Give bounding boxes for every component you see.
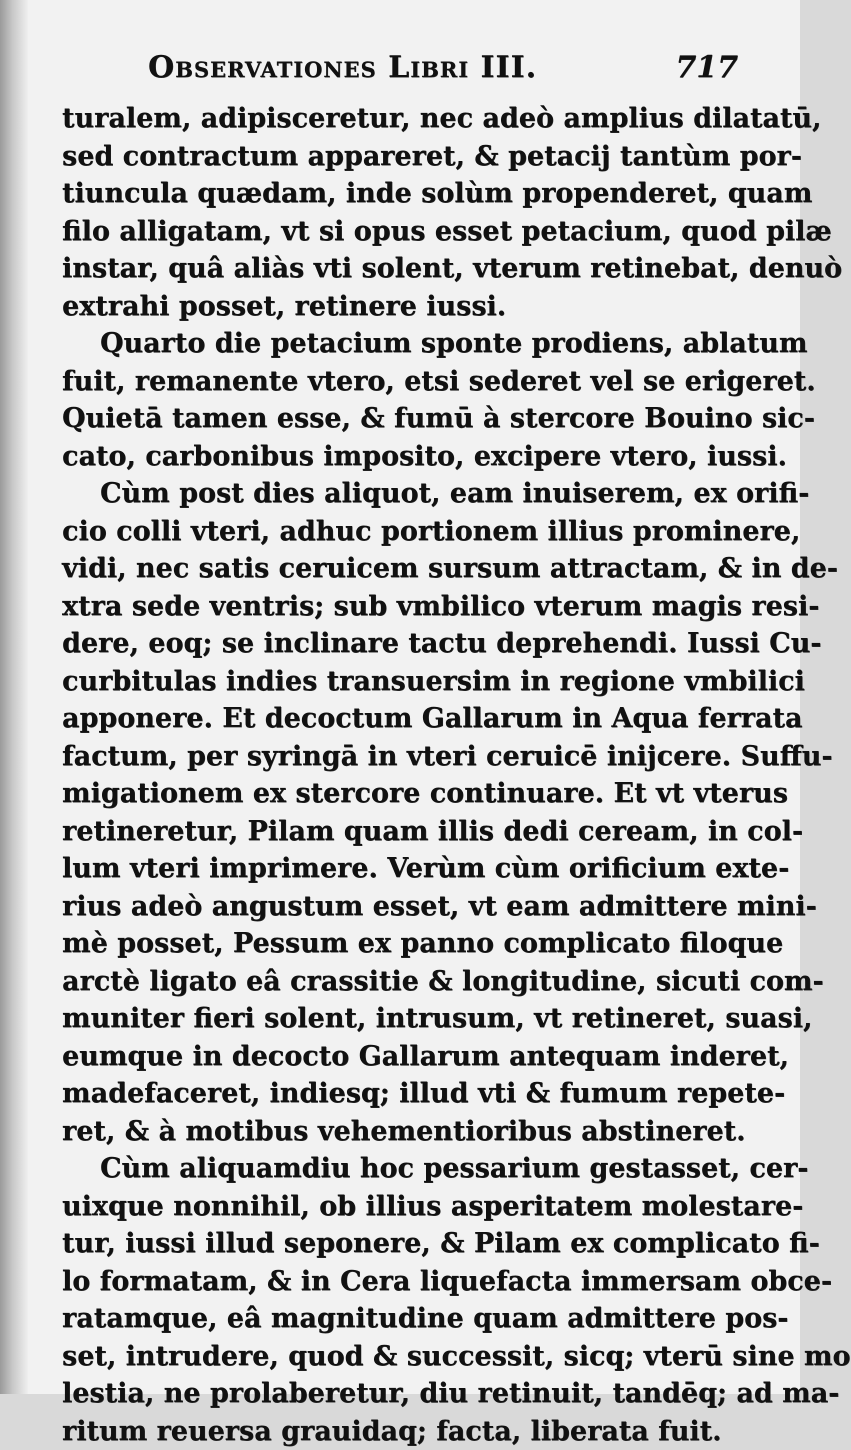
text-line: curbitulas indies transuersim in regione vmbilici (62, 663, 722, 701)
running-title: Observationes Libri III. (148, 50, 537, 85)
text-line: ratamque, eâ magnitudine quam admittere pos- (62, 1300, 722, 1338)
text-line: vidi, nec satis ceruicem sursum attractam, & in de- (62, 550, 722, 588)
text-line: lo formatam, & in Cera liquefacta immersam obce- (62, 1263, 722, 1301)
text-line: mè posset, Pessum ex panno complicato filoque (62, 925, 722, 963)
text-line: arctè ligato eâ crassitie & longitudine, sicuti com- (62, 963, 722, 1001)
text-line: instar, quâ aliàs vti solent, vterum retinebat, denuò (62, 250, 722, 288)
text-line: rius adeò angustum esset, vt eam admittere mini- (62, 888, 722, 926)
text-line: factum, per syringā in vteri ceruicē inijcere. Suffu- (62, 738, 722, 776)
page-header (148, 50, 738, 94)
text-line: ret, & à motibus vehementioribus abstineret. (62, 1113, 722, 1151)
page-gutter-shadow (0, 0, 28, 1394)
text-line: ritum reuersa grauidaq; facta, liberata fuit. (62, 1413, 722, 1450)
text-line: cio colli vteri, adhuc portionem illius prominere, (62, 513, 722, 551)
text-line: Cùm post dies aliquot, eam inuiserem, ex orifi- (62, 475, 722, 513)
text-line: set, intrudere, quod & successit, sicq; vterū sine mo (62, 1338, 722, 1376)
text-line: filo alligatam, vt si opus esset petacium, quod pilæ (62, 213, 722, 251)
text-line: Quarto die petacium sponte prodiens, ablatum (62, 325, 722, 363)
text-line: tiuncula quædam, inde solùm propenderet, quam (62, 175, 722, 213)
text-line: dere, eoq; se inclinare tactu deprehendi. Iussi Cu- (62, 625, 722, 663)
text-line: muniter fieri solent, intrusum, vt retineret, suasi, (62, 1000, 722, 1038)
text-line: uixque nonnihil, ob illius asperitatem molestare- (62, 1188, 722, 1226)
text-line: retineretur, Pilam quam illis dedi ceream, in col- (62, 813, 722, 851)
text-line: xtra sede ventris; sub vmbilico vterum magis resi- (62, 588, 722, 626)
text-line: extrahi posset, retinere iussi. (62, 288, 722, 326)
text-line: lum vteri imprimere. Verùm cùm orificium exte- (62, 850, 722, 888)
text-line: fuit, remanente vtero, etsi sederet vel se erigeret. (62, 363, 722, 401)
text-line: apponere. Et decoctum Gallarum in Aqua ferrata (62, 700, 722, 738)
text-line: cato, carbonibus imposito, excipere vtero, iussi. (62, 438, 722, 476)
text-line: lestia, ne prolaberetur, diu retinuit, tandēq; ad ma- (62, 1375, 722, 1413)
page-number: 717 (675, 50, 738, 85)
text-line: turalem, adipisceretur, nec adeò amplius dilatatū, (62, 100, 722, 138)
text-line: madefaceret, indiesq; illud vti & fumum repete- (62, 1075, 722, 1113)
text-line: tur, iussi illud seponere, & Pilam ex complicato fi- (62, 1225, 722, 1263)
text-line: migationem ex stercore continuare. Et vt vterus (62, 775, 722, 813)
body-text (62, 100, 722, 1450)
text-line: eumque in decocto Gallarum antequam inderet, (62, 1038, 722, 1076)
text-line: Quietā tamen esse, & fumū à stercore Bouino sic- (62, 400, 722, 438)
text-line: Cùm aliquamdiu hoc pessarium gestasset, cer- (62, 1150, 722, 1188)
text-line: sed contractum appareret, & petacij tantùm por- (62, 138, 722, 176)
